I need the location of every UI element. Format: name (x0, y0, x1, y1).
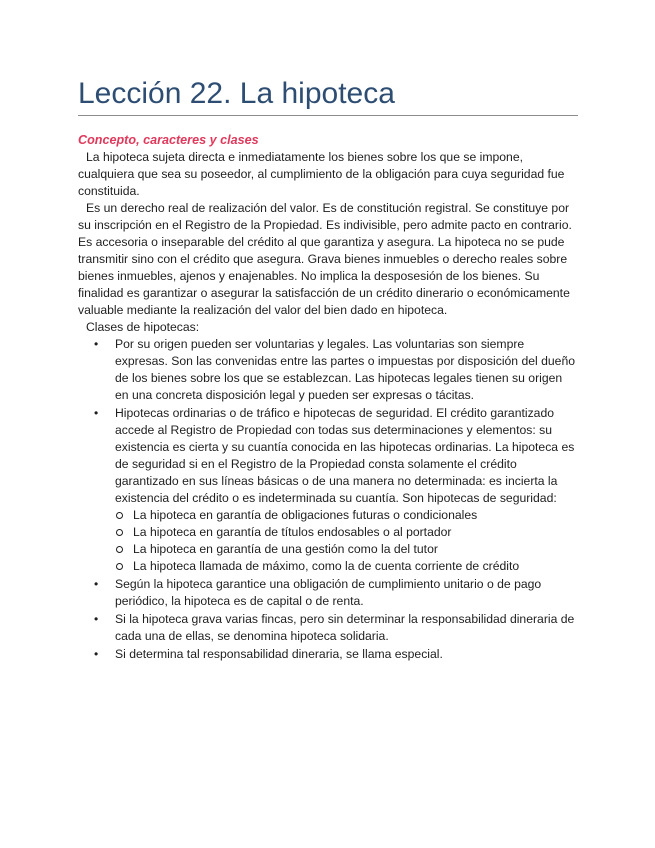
list-item-text: Hipotecas ordinarias o de tráfico e hipotecas de seguridad. El crédito garantizado accede al Registro de Propiedad con todas sus determinaciones y elementos: su existencia es cierta y su cuantía conocida en las hipotecas ordinarias. La hipoteca es de seguridad si en el Registro de la Propiedad consta solamente el crédito garantizado en sus líneas básicas o de una manera no determinada: es incierta la existencia del crédito o es indeterminada su cuantía. Son hipotecas de seguridad: (115, 406, 575, 505)
classes-intro: Clases de hipotecas: (86, 320, 200, 334)
bullet-icon: • (94, 647, 99, 661)
hollow-bullet-icon (116, 563, 123, 570)
list-item-text: Si la hipoteca grava varias fincas, pero sin determinar la responsabilidad dineraria de cada una de ellas, se denomina hipoteca solidaria. (115, 612, 575, 643)
bullet-icon: • (94, 337, 99, 351)
sublist-item (115, 507, 578, 524)
page-title: Lección 22. La hipoteca (78, 77, 395, 110)
list-item (78, 405, 578, 575)
sublist-item-text: La hipoteca en garantía de obligaciones futuras o condicionales (133, 508, 478, 522)
security-mortgages-sublist (115, 507, 578, 575)
list-item (78, 336, 578, 404)
hollow-bullet-icon (116, 529, 123, 536)
list-item-text: Por su origen pueden ser voluntarias y legales. Las voluntarias son siempre expresas. Son las convenidas entre las partes o impuestas por disposición del dueño de los bienes sobre los que se establezcan. Las hipotecas legales tienen su origen en una concreta disposición legal y pueden ser expresas o tácitas. (115, 337, 576, 402)
sublist-item-text: La hipoteca en garantía de títulos endosables o al portador (133, 525, 452, 539)
bullet-icon: • (94, 577, 99, 591)
section-heading: Concepto, caracteres y clases (78, 133, 259, 147)
bullet-icon: • (94, 406, 99, 420)
list-item-text: Según la hipoteca garantice una obligación de cumplimiento unitario o de pago periódico, la hipoteca es de capital o de renta. (115, 577, 542, 608)
sublist-item (115, 558, 578, 575)
sublist-item (115, 541, 578, 558)
paragraph-characteristics: Es un derecho real de realización del valor. Es de constitución registral. Se constituye por su inscripción en el Registro de la Propiedad. Es indivisible, pero admite pacto en contrario. Es accesoria o inseparable del crédito al que garantiza y asegura. La hipoteca no se pude transmitir sino con el crédito que asegura. Grava bienes inmuebles o derecho reales sobre bienes inmuebles, ajenos y enajenables. No implica la desposesión de los bienes. Su finalidad es garantizar o asegurar la satisfacción de un crédito dinerario o económicamente valuable mediante la realización del valor del bien dado en hipoteca. (78, 201, 572, 317)
classes-list (78, 336, 578, 663)
list-item (78, 611, 578, 645)
bullet-icon: • (94, 612, 99, 626)
sublist-item-text: La hipoteca llamada de máximo, como la de cuenta corriente de crédito (133, 559, 520, 573)
sublist-item-text: La hipoteca en garantía de una gestión como la del tutor (133, 542, 438, 556)
hollow-bullet-icon (116, 546, 123, 553)
paragraph-definition: La hipoteca sujeta directa e inmediatamente los bienes sobre los que se impone, cualquiera que sea su poseedor, al cumplimiento de la obligación para cuya seguridad fue constituida. (78, 150, 565, 198)
sublist-item (115, 524, 578, 541)
title-divider (78, 115, 578, 116)
hollow-bullet-icon (116, 512, 123, 519)
list-item (78, 576, 578, 610)
list-item (78, 646, 578, 663)
list-item-text: Si determina tal responsabilidad dineraria, se llama especial. (115, 647, 443, 661)
document-body (78, 132, 578, 664)
